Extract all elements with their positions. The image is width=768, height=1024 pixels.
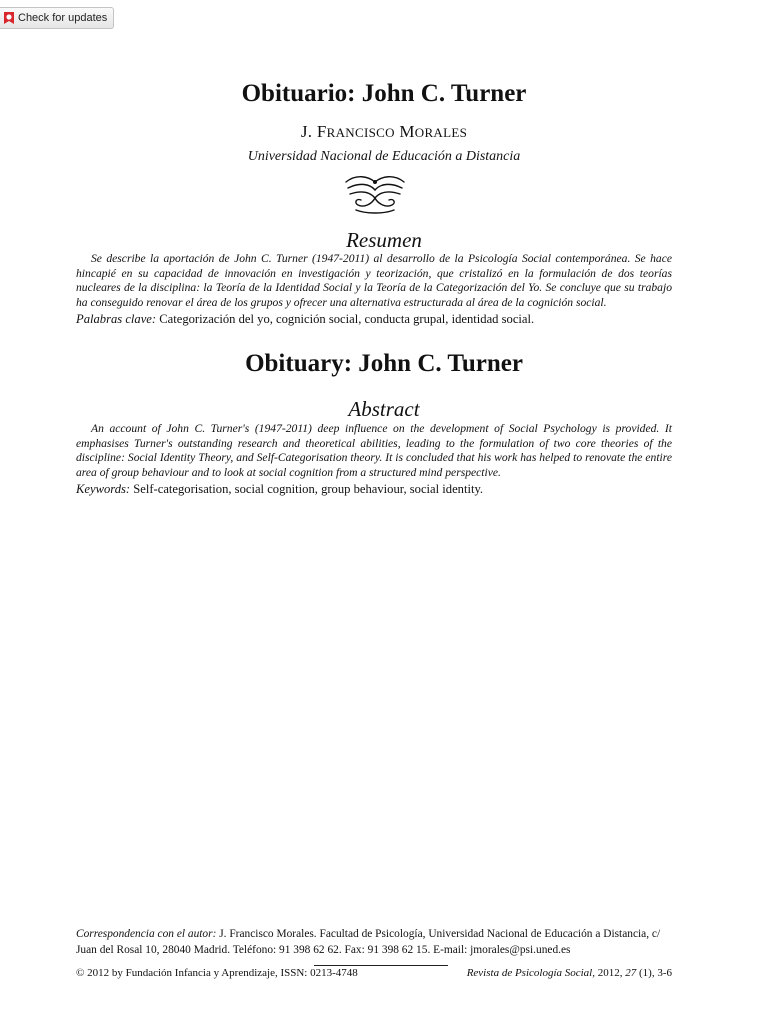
journal-citation: [467, 967, 672, 979]
journal-issue-pages: (1), 3-6: [639, 967, 672, 979]
abstract-block: [76, 422, 672, 497]
keywords-text: Self-categorisation, social cognition, group behaviour, social identity.: [133, 482, 484, 497]
ornament-flourish-icon: [342, 172, 408, 218]
author-initial: J. F: [300, 122, 327, 141]
palabras-clave: [76, 311, 672, 327]
journal-name: Revista de Psicología Social,: [466, 967, 595, 979]
english-title: Obituary: John C. Turner: [245, 350, 523, 377]
check-for-updates-label: Check for updates: [18, 12, 108, 24]
author-name: [0, 122, 768, 142]
spanish-title: Obituario: John C. Turner: [241, 80, 527, 107]
resumen-block: [76, 252, 672, 327]
author-last-rest: ORALES: [414, 125, 468, 140]
palabras-clave-text: Categorización del yo, cognición social, conducta grupal, identidad social.: [159, 312, 535, 327]
correspondence-label: Correspondencia con el autor:: [76, 928, 217, 940]
abstract-text: An account of John C. Turner's (1947-2011) deep influence on the development of Social Psychology is provided. It emphasises Turner's outstanding research and theoretical abilities, leading to the formulation of two core theories of the discipline: Social Identity Theory, and Self-Categorisation theory. It is concluded that his work has helped to renovate the entire area of group behaviour and to look at social cognition from a structured mind perspective.: [76, 422, 672, 479]
author-last-initial: M: [399, 122, 415, 141]
resumen-text: Se describe la aportación de John C. Turner (1947-2011) al desarrollo de la Psicología Social contemporánea. Se hace hincapié en su capacidad de innovación en investigación y teorización, que cristalizó en la formulación de dos teorías nucleares de la disciplina: la Teoría de la Identidad Social y la Teoría de la Categorización del Yo. Se concluye que su trabajo ha conseguido renovar el área de los grupos y ofrecer una alternativa estructurada al área de la cognición social.: [76, 252, 672, 309]
resumen-heading: Resumen: [346, 228, 422, 252]
journal-year: 2012,: [597, 967, 623, 979]
keywords-label: Keywords:: [76, 482, 131, 497]
correspondence-text: J. Francisco Morales. Facultad de Psicología, Universidad Nacional de Educación a Distancia, c/ Juan del Rosal 10, 28040 Madrid. Teléfono: 91 398 62 62. Fax: 91 398 62 15. E-mail: jmorales@psi.uned.es: [76, 928, 661, 956]
palabras-clave-label: Palabras clave:: [76, 312, 157, 327]
author-first-rest: RANCISCO: [326, 125, 395, 140]
keywords: [76, 481, 672, 497]
journal-volume: 27: [625, 967, 637, 979]
abstract-heading: Abstract: [348, 397, 420, 421]
correspondence-note: [76, 926, 672, 958]
footer-divider: [314, 965, 448, 966]
affiliation: Universidad Nacional de Educación a Distancia: [247, 149, 521, 164]
copyright-line: © 2012 by Fundación Infancia y Aprendizaje, ISSN: 0213-4748: [76, 967, 358, 979]
